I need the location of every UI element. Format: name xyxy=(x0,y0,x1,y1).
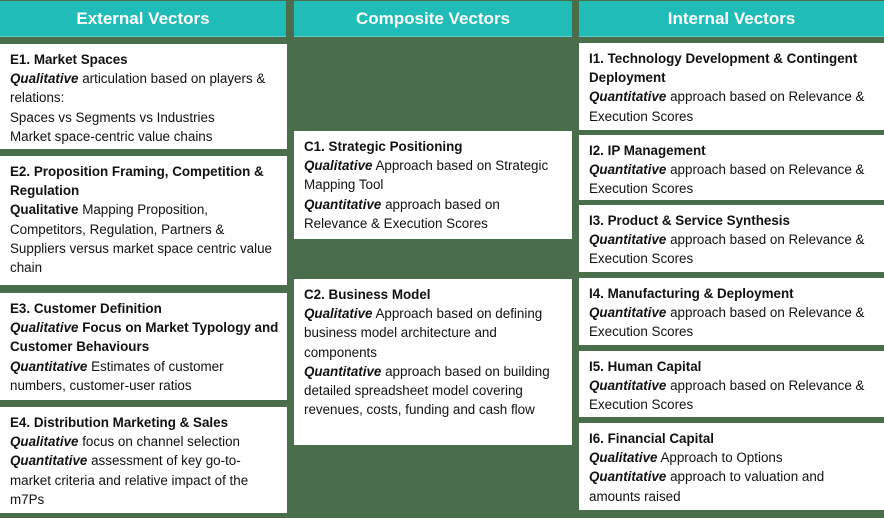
external-vectors-header: External Vectors xyxy=(0,1,286,37)
card-title: I5. Human Capital xyxy=(589,359,702,374)
card-line: Quantitative approach based on Relevance & Execution Scores xyxy=(589,305,865,340)
card-line: Quantitative approach to valuation and amounts raised xyxy=(589,469,825,504)
card-title: I4. Manufacturing & Deployment xyxy=(589,286,794,301)
vector-card-c1 xyxy=(294,131,572,239)
card-title: I1. Technology Development & Contingent Deployment xyxy=(589,51,858,86)
vector-card-i6 xyxy=(579,423,884,510)
card-line: Quantitative Estimates of customer numbers, customer-user ratios xyxy=(10,358,224,393)
card-title: C1. Strategic Positioning xyxy=(304,139,463,154)
card-line: Qualitative focus on channel selection xyxy=(10,434,241,450)
card-title: C2. Business Model xyxy=(304,287,431,302)
card-line: Qualitative Approach to Options xyxy=(589,450,783,466)
card-line: Quantitative approach based on Relevance & Execution Scores xyxy=(589,89,865,124)
vector-card-i4 xyxy=(579,278,884,345)
card-line: Quantitative approach based on Relevance & Execution Scores xyxy=(589,232,865,267)
card-title: E4. Distribution Marketing & Sales xyxy=(10,415,229,430)
card-line: Quantitative approach based on Relevance & Execution Scores xyxy=(589,162,865,197)
vector-card-e1 xyxy=(0,44,287,149)
card-title: I6. Financial Capital xyxy=(589,431,715,446)
card-line: Quantitative approach based on Relevance & Execution Scores xyxy=(304,196,500,231)
vector-card-i1 xyxy=(579,43,884,130)
vector-card-i5 xyxy=(579,351,884,417)
card-line: Quantitative approach based on building detailed spreadsheet model covering revenues, costs, funding and cash flow xyxy=(304,363,550,418)
card-line: Qualitative Approach based on defining business model architecture and components xyxy=(304,306,543,360)
card-line: Qualitative articulation based on players & relations: xyxy=(10,71,266,106)
card-line: Qualitative Focus on Market Typology and Customer Behaviours xyxy=(10,320,279,355)
card-line: Quantitative assessment of key go-to-market criteria and relative impact of the m7Ps xyxy=(10,453,249,507)
vector-card-c2 xyxy=(294,279,572,445)
vector-card-i3 xyxy=(579,205,884,272)
composite-vectors-header: Composite Vectors xyxy=(294,1,572,37)
vector-card-e2 xyxy=(0,156,287,285)
card-line: Quantitative approach based on Relevance & Execution Scores xyxy=(589,378,865,413)
card-line: Qualitative Mapping Proposition, Competitors, Regulation, Partners & Suppliers versus market space centric value chain xyxy=(10,202,272,276)
vector-card-i2 xyxy=(579,135,884,200)
vector-card-e3 xyxy=(0,293,287,400)
card-title: E3. Customer Definition xyxy=(10,301,162,316)
vector-card-e4 xyxy=(0,407,287,513)
card-title: I3. Product & Service Synthesis xyxy=(589,213,790,228)
card-title: E2. Proposition Framing, Competition & Regulation xyxy=(10,164,264,199)
card-title: I2. IP Management xyxy=(589,143,706,158)
internal-vectors-header: Internal Vectors xyxy=(579,1,884,37)
card-title: E1. Market Spaces xyxy=(10,52,128,67)
card-line: Spaces vs Segments vs Industries xyxy=(10,109,215,125)
card-line: Market space-centric value chains xyxy=(10,128,213,144)
card-line: Qualitative Approach based on Strategic Mapping Tool xyxy=(304,158,549,193)
